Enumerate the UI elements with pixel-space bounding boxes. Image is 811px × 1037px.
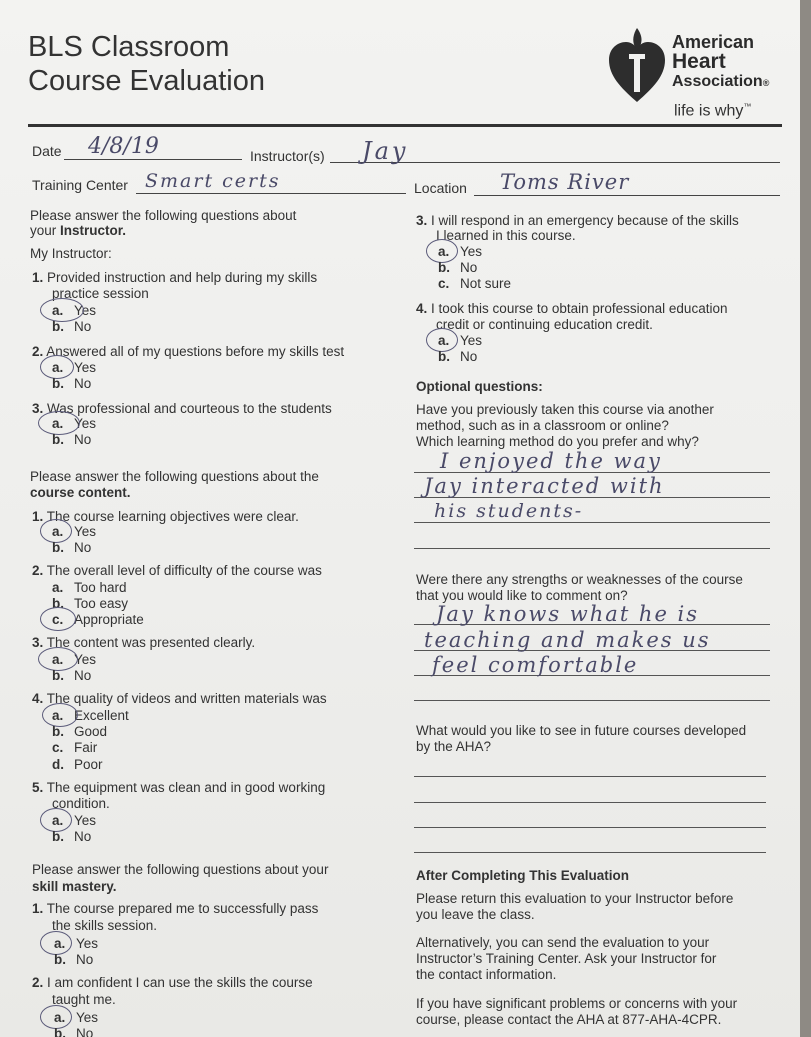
tagline: life is why™ — [674, 102, 752, 120]
content-q5-option-b[interactable]: b. No — [52, 829, 92, 844]
right-q3-option-a[interactable]: a. Yes — [438, 244, 483, 259]
instructor-q1-option-b[interactable]: b. No — [52, 319, 92, 334]
heart-torch-logo-icon — [607, 24, 667, 104]
instructor-intro: Please answer the following questions about — [30, 208, 297, 223]
header-rule — [28, 124, 782, 127]
instructor-q2-option-b[interactable]: b. No — [52, 376, 92, 391]
content-q3: 3. The content was presented clearly. — [32, 635, 256, 650]
future-courses-line — [414, 776, 766, 777]
instructor-q3: 3. Was professional and courteous to the students — [32, 401, 332, 416]
instructor-label: Instructor(s) — [250, 148, 325, 164]
content-q4-option-d[interactable]: d. Poor — [52, 757, 103, 772]
training-center-label: Training Center — [32, 177, 128, 193]
location-line — [474, 195, 780, 196]
future-courses-line — [414, 852, 766, 853]
optional-answer-1-line: his students- — [434, 500, 584, 522]
instructor-q1-option-a[interactable]: a. Yes — [52, 303, 97, 318]
content-intro-2: course content. — [30, 485, 131, 500]
optional-answer-2-line: teaching and makes us — [424, 628, 711, 652]
optional-heading: Optional questions: — [416, 379, 543, 394]
optional-answer-2-line: feel comfortable — [432, 653, 639, 677]
content-q3-option-a[interactable]: a. Yes — [52, 652, 97, 667]
content-q3-option-b[interactable]: b. No — [52, 668, 92, 683]
right-q3-option-b[interactable]: b. No — [438, 260, 478, 275]
content-q2-option-b[interactable]: b. Too easy — [52, 596, 129, 611]
skill-intro: Please answer the following questions about your — [32, 862, 329, 877]
skill-q2-option-b[interactable]: b. No — [54, 1026, 94, 1037]
content-q1-option-a[interactable]: a. Yes — [52, 524, 97, 539]
skill-q1-option-a[interactable]: a. Yes — [54, 936, 99, 951]
location-value: Toms River — [500, 170, 630, 194]
content-q4-option-c[interactable]: c. Fair — [52, 740, 98, 755]
paper-edge-background — [800, 0, 811, 1037]
content-intro: Please answer the following questions about the — [30, 469, 319, 484]
aha-wordmark: American Heart Association® — [672, 32, 770, 90]
optional-answer-1-line: I enjoyed the way — [440, 449, 662, 473]
instructor-q2: 2. Answered all of my questions before my skills test — [32, 344, 345, 359]
date-value: 4/8/19 — [88, 134, 159, 159]
content-q4-option-b[interactable]: b. Good — [52, 724, 108, 739]
optional-answer-1-line: Jay interacted with — [424, 474, 665, 498]
instructor-q2-option-a[interactable]: a. Yes — [52, 360, 97, 375]
skill-q2: 2. I am confident I can use the skills the course — [32, 975, 313, 990]
selected-mark — [40, 607, 76, 631]
instructor-value: Jay — [362, 137, 409, 165]
my-instructor-label: My Instructor: — [30, 246, 112, 261]
instructor-q3-option-b[interactable]: b. No — [52, 432, 92, 447]
date-label: Date — [32, 143, 62, 159]
content-q2-option-c[interactable]: c. Appropriate — [52, 612, 144, 627]
right-q4-option-b[interactable]: b. No — [438, 349, 478, 364]
right-q3: 3. I will respond in an emergency because of the skills — [416, 213, 739, 228]
skill-q2-option-a[interactable]: a. Yes — [54, 1010, 99, 1025]
skill-intro-2: skill mastery. — [32, 879, 117, 894]
content-q4: 4. The quality of videos and written materials was — [32, 691, 327, 706]
form-title-line2: Course Evaluation — [28, 65, 265, 97]
content-q5: 5. The equipment was clean and in good working — [32, 780, 326, 795]
right-q3-option-c[interactable]: c. Not sure — [438, 276, 512, 291]
content-q1-option-b[interactable]: b. No — [52, 540, 92, 555]
content-q5-option-a[interactable]: a. Yes — [52, 813, 97, 828]
form-title-line1: BLS Classroom — [28, 31, 230, 63]
future-courses-line — [414, 827, 766, 828]
instructor-intro-2: your Instructor. — [30, 223, 127, 238]
content-q2: 2. The overall level of difficulty of the course was — [32, 563, 322, 578]
optional-answer-2-line: Jay knows what he is — [436, 602, 700, 626]
training-center-line — [136, 193, 406, 194]
future-courses-line — [414, 802, 766, 803]
form-title — [28, 30, 265, 98]
right-q4: 4. I took this course to obtain professional education — [416, 301, 728, 316]
skill-q1-option-b[interactable]: b. No — [54, 952, 94, 967]
date-line — [64, 159, 242, 160]
evaluation-form-page: BLS Classroom Course Evaluation American Heart Association® life is why™ Date 4/8/19 Instructor(s) Jay Training Center Smart certs Location Toms River Please answer the following questions about your Instructor. My Instructor: 1. Provided instruction and help during my skills practice session a. Yes b. No 2. Answered all of my questions before my skills test a. Yes b. No 3. Was professional and courteous to the students a. Yes b. No Please answer the following questions about the course content. 1. The course learning objectives were clear. a. Yes b. No 2. The overall level of difficulty of the course was a. Too hard b. Too easy c. Appropriate 3. The content was presented clearly. a. Yes b. No 4. The quality of videos and written materials was a. Excellent b. Good c. Fair d. Poor 5. The equipment was clean and in good working condition. a. Yes b. No Please answer the following questions about your skill mastery. 1. The course prepared me to successfully pass the skills session. a. Yes b. No 2. I am confident I can use the skills the course taught me. a. Yes b. No 3. I will respond in an emergency because of the skills I learned in this course. a. Yes b. No c. Not sure 4. I took this course to obtain professional education credit or continuing education credit. a. Yes b. No Optional questions: Have you previously taken this course via another method, such as in a classroom or online? Which learning method do you prefer and why? I enjoyed the way Jay interacted with his students- Were there any strengths or weaknesses of the course that you would like to comment on? Jay knows what he is teaching and makes us feel comfortable What would you like to see in future courses developed by the AHA? After Completing This Evaluation Please return this evaluation to your Instructor before you leave the class. Alternatively, you can send the evaluation to your Instructor’s Training Center. Ask your Instructor for the contact information. If you have significant problems or concerns with your course, please contact the AHA at 877-AHA-4CPR. — [0, 0, 800, 1037]
instructor-q3-option-a[interactable]: a. Yes — [52, 416, 97, 431]
content-q1: 1. The course learning objectives were clear. — [32, 509, 299, 524]
training-center-value: Smart certs — [145, 170, 281, 192]
location-label: Location — [414, 180, 467, 196]
content-q2-option-a[interactable]: a. Too hard — [52, 580, 127, 595]
instructor-q1: 1. Provided instruction and help during my skills — [32, 270, 318, 285]
right-q4-option-a[interactable]: a. Yes — [438, 333, 483, 348]
skill-q1: 1. The course prepared me to successfully pass — [32, 901, 319, 916]
content-q4-option-a[interactable]: a. Excellent — [52, 708, 129, 723]
after-heading: After Completing This Evaluation — [416, 868, 630, 883]
